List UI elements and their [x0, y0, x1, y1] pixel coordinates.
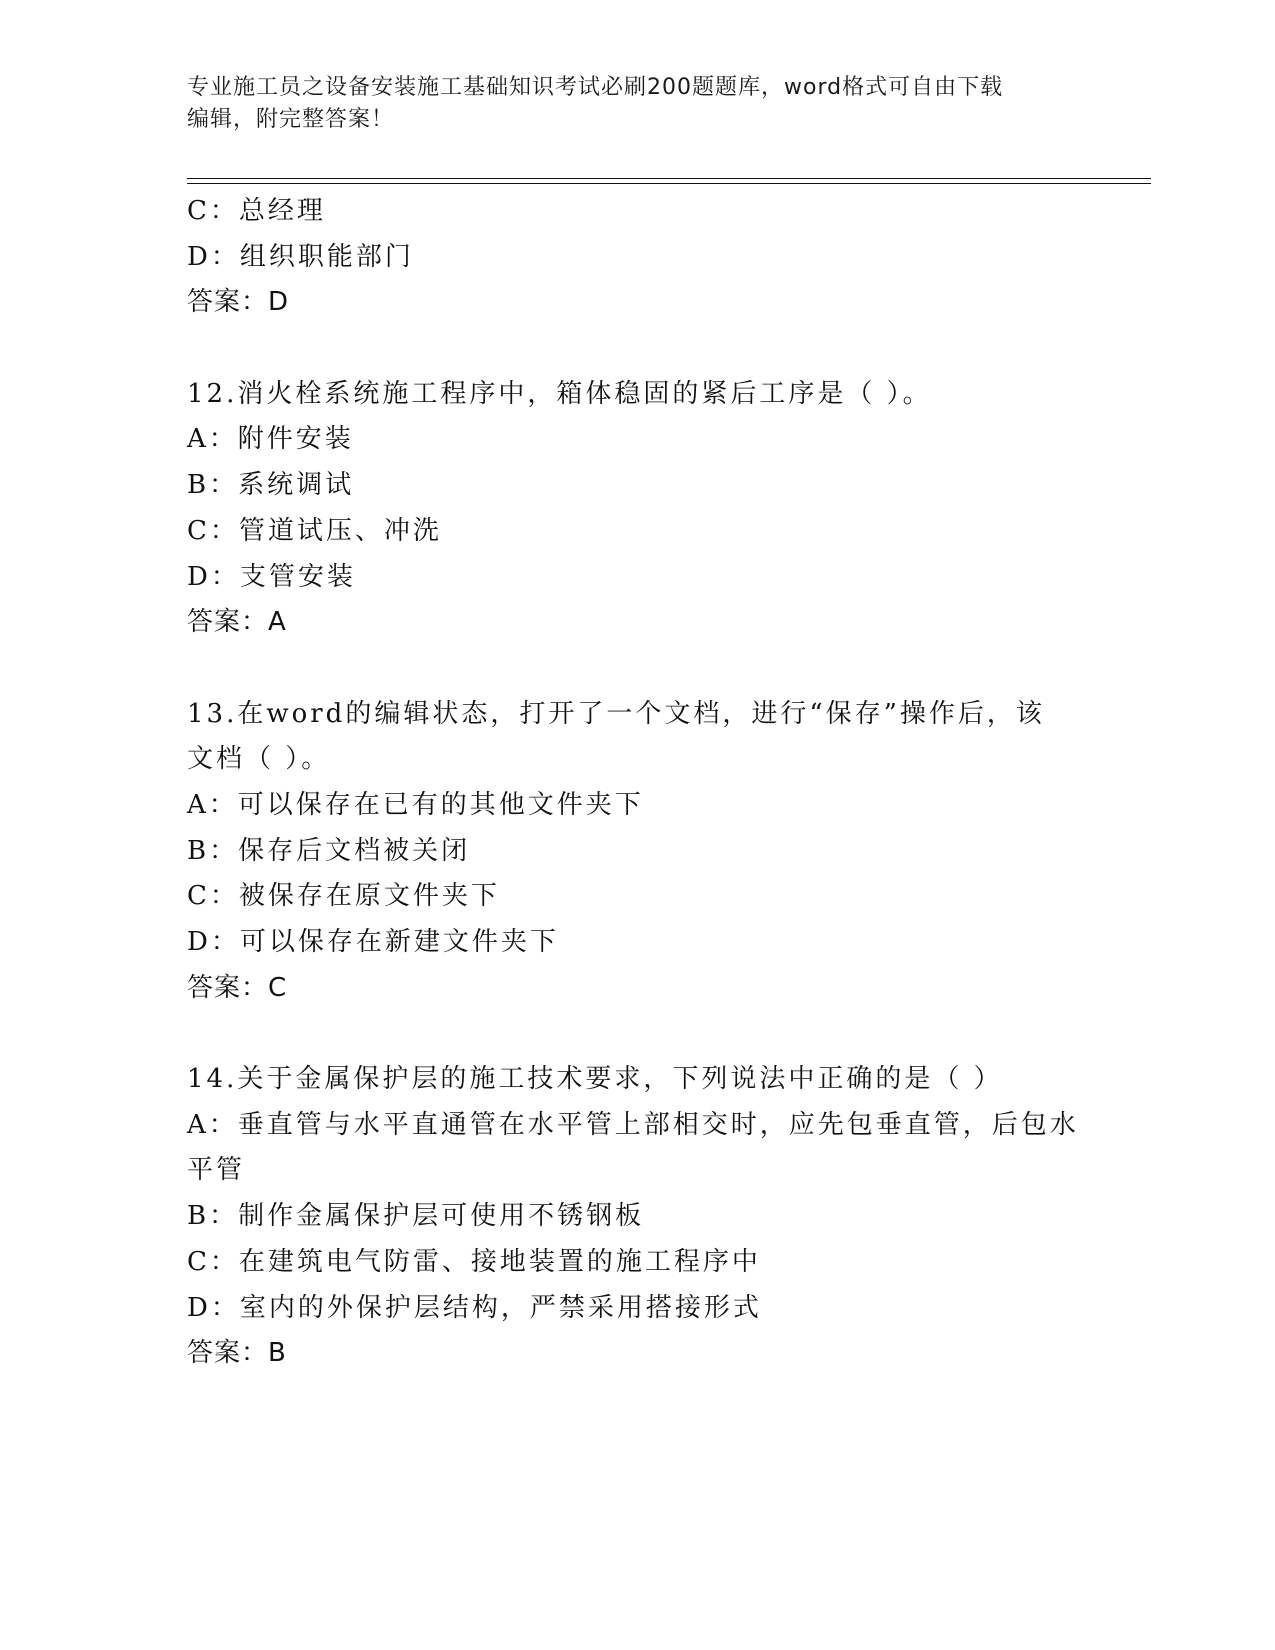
answer: 答案：C	[187, 972, 288, 1003]
option-d: D：室内的外保护层结构，严禁采用搭接形式	[187, 1292, 762, 1323]
answer: 答案：D	[187, 287, 290, 318]
header-divider-bottom	[187, 183, 1151, 184]
question-12	[187, 372, 1087, 646]
option-b: B：制作金属保护层可使用不锈钢板	[187, 1201, 645, 1232]
option-b: B：保存后文档被关闭	[187, 835, 471, 866]
option-d: D：支管安装	[187, 561, 356, 592]
option-a: A：附件安装	[187, 424, 354, 455]
document-header	[187, 72, 1087, 136]
option-d: D：可以保存在新建文件夹下	[187, 927, 559, 957]
question-14	[187, 1057, 1087, 1377]
header-title-line-2: 编辑，附完整答案！	[187, 107, 395, 132]
question-text: 14.关于金属保护层的施工技术要求，下列说法中正确的是（ ）	[187, 1064, 1003, 1095]
question-13	[187, 692, 1087, 1012]
question-text-line-2: 文档（ ）。	[187, 744, 331, 775]
question-spacer	[187, 326, 1087, 372]
header-divider-top	[187, 178, 1151, 179]
question-spacer	[187, 646, 1087, 692]
question-11-tail	[187, 189, 1087, 326]
answer: 答案：B	[187, 1338, 287, 1369]
option-a: A：可以保存在已有的其他文件夹下	[187, 789, 644, 820]
option-b: B：系统调试	[187, 470, 355, 501]
question-text-line-1: 13.在word的编辑状态，打开了一个文档，进行“保存”操作后，该	[187, 698, 1045, 729]
option-c: C：管道试压、冲洗	[187, 515, 442, 546]
option-a-line-1: A：垂直管与水平直通管在水平管上部相交时，应先包垂直管，后包水	[187, 1109, 1079, 1140]
answer: 答案：A	[187, 607, 287, 638]
option-a-line-2: 平管	[187, 1155, 246, 1186]
question-spacer	[187, 1011, 1087, 1057]
question-list	[187, 189, 1087, 1377]
question-text: 12.消火栓系统施工程序中，箱体稳固的紧后工序是（ ）。	[187, 378, 932, 409]
option-c: C：被保存在原文件夹下	[187, 881, 500, 912]
option-c: C：在建筑电气防雷、接地装置的施工程序中	[187, 1246, 761, 1277]
option-d: D：组织职能部门	[187, 241, 414, 272]
header-title-line-1: 专业施工员之设备安装施工基础知识考试必刷200题题库，word格式可自由下载	[187, 75, 1004, 100]
option-c: C：总经理	[187, 196, 326, 226]
